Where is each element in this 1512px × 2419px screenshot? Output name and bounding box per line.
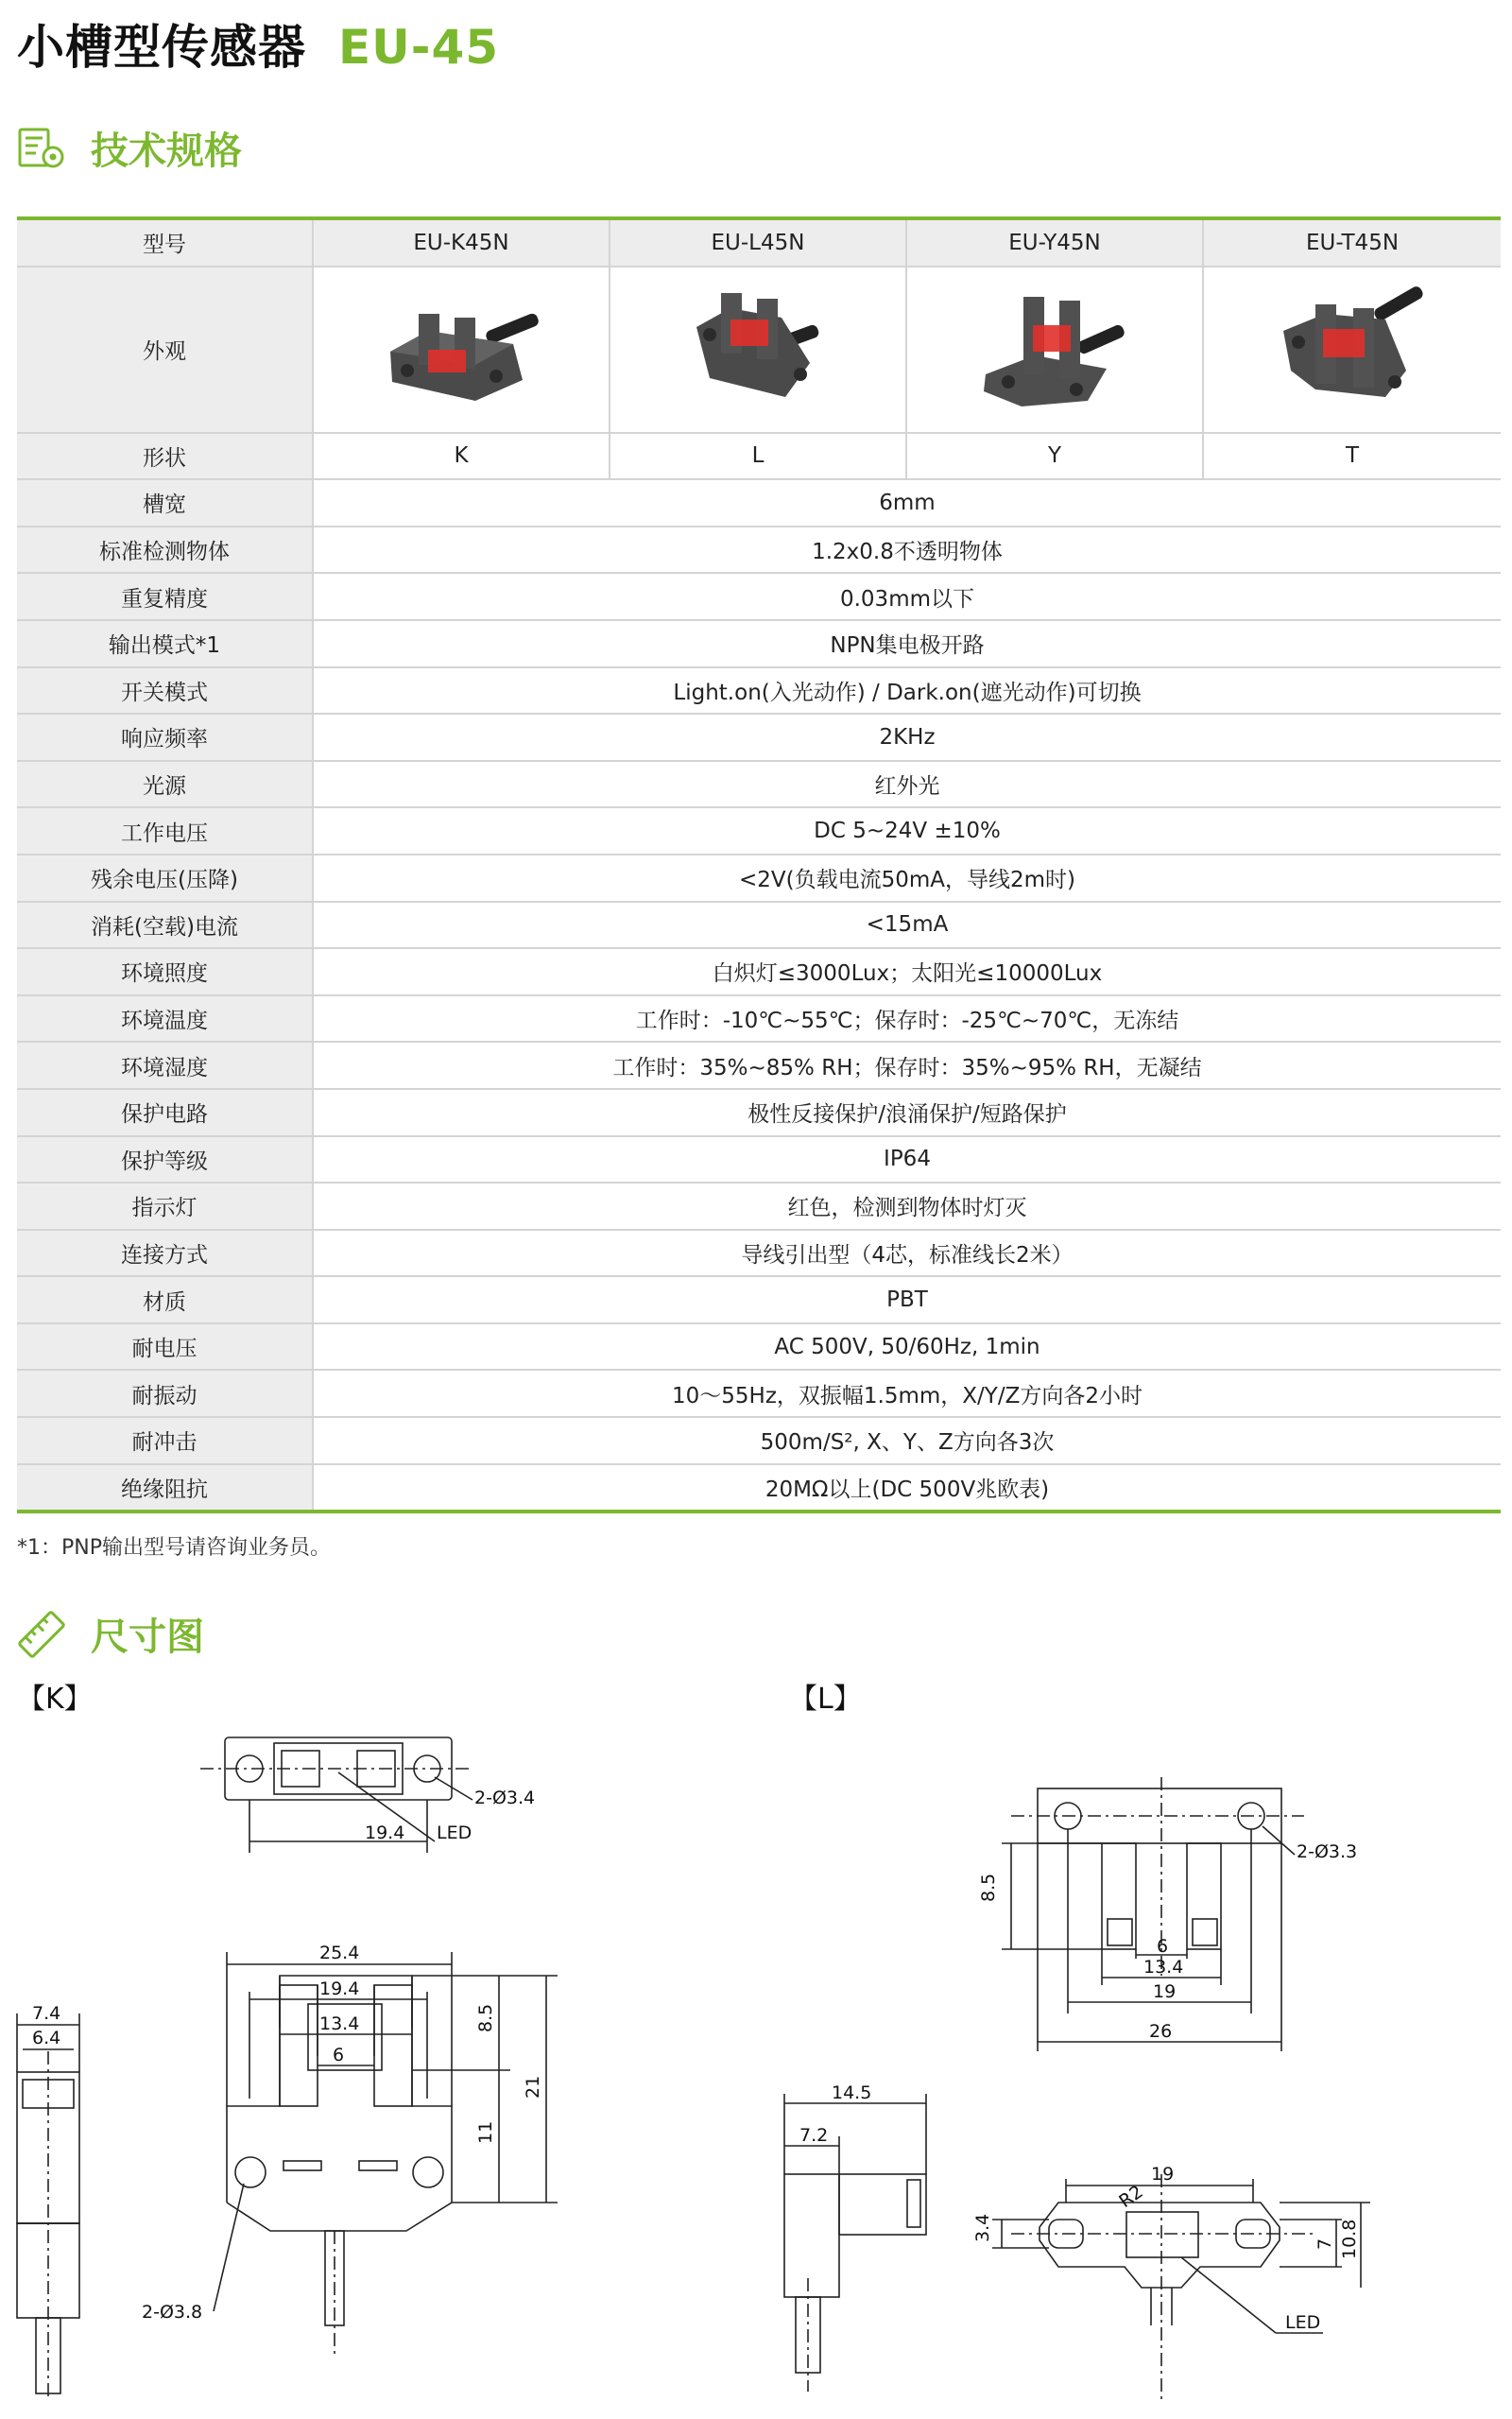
spec-label: 耐振动 bbox=[17, 1370, 313, 1417]
k-hole-top: 2-Ø3.4 bbox=[474, 1788, 536, 1808]
model-t: EU-T45N bbox=[1203, 218, 1501, 267]
spec-value: 工作时：35%~85% RH；保存时：35%~95% RH，无凝结 bbox=[313, 1042, 1501, 1089]
spec-value: 导线引出型（4芯，标准线长2米） bbox=[313, 1230, 1501, 1277]
spec-label: 耐冲击 bbox=[17, 1417, 313, 1464]
l-hole-top: 2-Ø3.3 bbox=[1297, 1841, 1358, 1862]
spec-row bbox=[17, 902, 1501, 949]
spec-value: Light.on(入光动作) / Dark.on(遮光动作)可切换 bbox=[313, 667, 1501, 715]
spec-sheet-icon bbox=[17, 127, 66, 170]
spec-value: 0.03mm以下 bbox=[313, 573, 1501, 620]
spec-label: 工作电压 bbox=[17, 807, 313, 855]
l-dim-w3: 13.4 bbox=[1143, 1957, 1184, 1978]
k-side-view bbox=[17, 2013, 79, 2401]
sensor-t-image bbox=[1263, 276, 1442, 418]
product-model: EU-45 bbox=[338, 20, 500, 75]
shape-l: L bbox=[610, 433, 906, 480]
l-dim-w-bottom: 19 bbox=[1151, 2164, 1175, 2185]
spec-label: 槽宽 bbox=[17, 479, 313, 527]
spec-label: 保护等级 bbox=[17, 1136, 313, 1184]
spec-row bbox=[17, 527, 1501, 574]
k-top-view bbox=[200, 1737, 472, 1853]
spec-table bbox=[17, 216, 1501, 1513]
l-dim-w4: 6 bbox=[1157, 1936, 1169, 1957]
spec-label: 连接方式 bbox=[17, 1230, 313, 1277]
spec-label: 残余电压(压降) bbox=[17, 855, 313, 902]
dim-section-header bbox=[17, 1607, 204, 1661]
spec-row bbox=[17, 573, 1501, 620]
page-title bbox=[17, 9, 499, 78]
spec-label: 耐电压 bbox=[17, 1323, 313, 1371]
spec-row bbox=[17, 1323, 1501, 1371]
k-dim-s2: 6.4 bbox=[32, 2028, 61, 2048]
spec-value: <15mA bbox=[313, 902, 1501, 949]
model-label: 型号 bbox=[17, 218, 313, 267]
spec-row bbox=[17, 667, 1501, 715]
spec-label: 材质 bbox=[17, 1276, 313, 1323]
k-hole-bottom: 2-Ø3.8 bbox=[142, 2302, 203, 2323]
shape-label: 形状 bbox=[17, 433, 313, 480]
l-dim-w2: 19 bbox=[1153, 1981, 1177, 2002]
ruler-icon bbox=[17, 1611, 66, 1658]
appearance-l bbox=[610, 267, 906, 433]
l-dim-h3: 3.4 bbox=[972, 2213, 993, 2242]
shape-k: K bbox=[313, 433, 610, 480]
model-y: EU-Y45N bbox=[906, 218, 1203, 267]
spec-value: 极性反接保护/浪涌保护/短路保护 bbox=[313, 1089, 1501, 1136]
k-dim-h3: 21 bbox=[523, 2075, 543, 2099]
l-dim-s2: 7.2 bbox=[799, 2125, 829, 2146]
k-dim-d1: 19.4 bbox=[365, 1823, 405, 1843]
appearance-row bbox=[17, 267, 1501, 433]
spec-row bbox=[17, 1042, 1501, 1089]
spec-section-header bbox=[17, 121, 242, 175]
spec-value: 6mm bbox=[313, 479, 1501, 527]
spec-row bbox=[17, 1230, 1501, 1277]
k-led-label: LED bbox=[437, 1823, 472, 1843]
spec-row bbox=[17, 479, 1501, 527]
spec-row bbox=[17, 1464, 1501, 1512]
spec-value: 1.2x0.8不透明物体 bbox=[313, 527, 1501, 574]
spec-value: 2KHz bbox=[313, 714, 1501, 761]
spec-value: 20MΩ以上(DC 500V兆欧表) bbox=[313, 1464, 1501, 1512]
spec-label: 开关模式 bbox=[17, 667, 313, 715]
spec-label: 环境照度 bbox=[17, 948, 313, 995]
spec-value: 工作时：-10℃~55℃；保存时：-25℃~70℃，无冻结 bbox=[313, 995, 1501, 1043]
spec-label: 环境温度 bbox=[17, 995, 313, 1043]
spec-section-title: 技术规格 bbox=[91, 130, 242, 173]
spec-value: <2V(负载电流50mA，导线2m时) bbox=[313, 855, 1501, 902]
spec-value: DC 5~24V ±10% bbox=[313, 807, 1501, 855]
spec-row bbox=[17, 1417, 1501, 1464]
k-dim-s1: 7.4 bbox=[32, 2003, 61, 2024]
spec-label: 响应频率 bbox=[17, 714, 313, 761]
k-dim-w4: 6 bbox=[333, 2045, 345, 2065]
spec-label: 标准检测物体 bbox=[17, 527, 313, 574]
dim-section-title: 尺寸图 bbox=[91, 1616, 204, 1659]
l-dim-s1: 14.5 bbox=[832, 2082, 872, 2103]
shape-t: T bbox=[1203, 433, 1501, 480]
dimension-drawings bbox=[0, 1702, 1512, 2419]
spec-row bbox=[17, 1089, 1501, 1136]
spec-row bbox=[17, 1276, 1501, 1323]
k-dim-h1: 8.5 bbox=[475, 2003, 496, 2032]
footnote: *1：PNP输出型号请咨询业务员。 bbox=[17, 1536, 331, 1560]
k-dim-w2: 19.4 bbox=[319, 1978, 360, 1999]
drawing-l-label: 【L】 bbox=[789, 1683, 862, 1716]
spec-row bbox=[17, 620, 1501, 667]
sensor-k-image bbox=[371, 276, 551, 418]
model-l: EU-L45N bbox=[610, 218, 906, 267]
appearance-t bbox=[1203, 267, 1501, 433]
l-led-label: LED bbox=[1285, 2312, 1321, 2333]
model-k: EU-K45N bbox=[313, 218, 610, 267]
spec-value: 10～55Hz，双振幅1.5mm，X/Y/Z方向各2小时 bbox=[313, 1370, 1501, 1417]
spec-label: 消耗(空载)电流 bbox=[17, 902, 313, 949]
l-dim-h4: 7 bbox=[1314, 2238, 1335, 2250]
appearance-label: 外观 bbox=[17, 267, 313, 433]
spec-row bbox=[17, 1183, 1501, 1230]
spec-label: 输出模式*1 bbox=[17, 620, 313, 667]
appearance-k bbox=[313, 267, 610, 433]
drawing-k-label: 【K】 bbox=[17, 1683, 93, 1716]
l-dim-w1: 26 bbox=[1149, 2021, 1173, 2042]
model-row bbox=[17, 218, 1501, 267]
l-dim-r: R2 bbox=[1115, 2181, 1147, 2213]
spec-label: 光源 bbox=[17, 761, 313, 808]
spec-label: 指示灯 bbox=[17, 1183, 313, 1230]
l-bottom-view bbox=[992, 2174, 1370, 2401]
spec-row bbox=[17, 714, 1501, 761]
product-name: 小槽型传感器 bbox=[17, 20, 306, 75]
spec-label: 绝缘阻抗 bbox=[17, 1464, 313, 1512]
spec-value: 500m/S², X、Y、Z方向各3次 bbox=[313, 1417, 1501, 1464]
spec-row bbox=[17, 1370, 1501, 1417]
appearance-y bbox=[906, 267, 1203, 433]
k-dim-w1: 25.4 bbox=[319, 1943, 360, 1963]
k-dim-w3: 13.4 bbox=[319, 2013, 360, 2034]
spec-row bbox=[17, 995, 1501, 1043]
k-front-view bbox=[214, 1952, 558, 2354]
spec-row bbox=[17, 855, 1501, 902]
shape-y: Y bbox=[906, 433, 1203, 480]
spec-value: IP64 bbox=[313, 1136, 1501, 1184]
spec-row bbox=[17, 1136, 1501, 1184]
l-dim-h5: 10.8 bbox=[1339, 2219, 1360, 2259]
sensor-y-image bbox=[965, 276, 1144, 418]
spec-row bbox=[17, 948, 1501, 995]
l-dim-h1: 8.5 bbox=[978, 1873, 999, 1902]
spec-label: 重复精度 bbox=[17, 573, 313, 620]
spec-label: 保护电路 bbox=[17, 1089, 313, 1136]
sensor-l-image bbox=[668, 276, 848, 418]
spec-row bbox=[17, 807, 1501, 855]
spec-value: 白炽灯≤3000Lux；太阳光≤10000Lux bbox=[313, 948, 1501, 995]
spec-value: 红色，检测到物体时灯灭 bbox=[313, 1183, 1501, 1230]
k-dim-h2: 11 bbox=[475, 2120, 496, 2144]
spec-value: NPN集电极开路 bbox=[313, 620, 1501, 667]
l-top-view bbox=[1002, 1777, 1304, 2051]
spec-row bbox=[17, 761, 1501, 808]
spec-value: 红外光 bbox=[313, 761, 1501, 808]
spec-value: AC 500V, 50/60Hz, 1min bbox=[313, 1323, 1501, 1371]
spec-value: PBT bbox=[313, 1276, 1501, 1323]
spec-label: 环境湿度 bbox=[17, 1042, 313, 1089]
shape-row bbox=[17, 433, 1501, 480]
